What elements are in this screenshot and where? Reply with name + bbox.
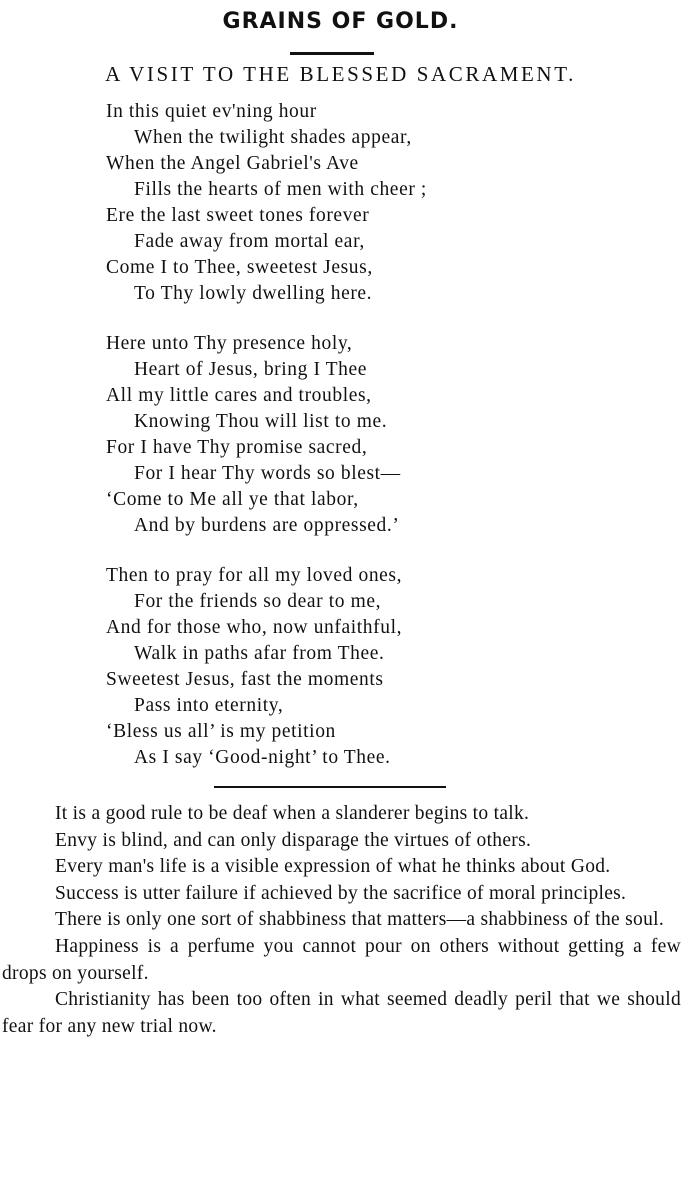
poem-line: ‘Come to Me all ye that labor, xyxy=(106,489,359,510)
poem-line: Then to pray for all my loved ones, xyxy=(106,565,403,586)
saying-paragraph: It is a good rule to be deaf when a slanderer begins to talk. xyxy=(55,803,530,824)
heading-divider xyxy=(290,52,374,55)
poem-stanza xyxy=(106,563,626,771)
poem-line: In this quiet ev'ning hour xyxy=(106,101,317,122)
poem-line: Come I to Thee, sweetest Jesus, xyxy=(106,257,373,278)
poem-stanza xyxy=(106,331,626,539)
poem-line: As I say ‘Good-night’ to Thee. xyxy=(134,747,391,768)
poem-title: A VISIT TO THE BLESSED SACRAMENT. xyxy=(105,62,576,86)
section-divider xyxy=(214,786,446,788)
poem-line: Here unto Thy presence holy, xyxy=(106,333,353,354)
saying-paragraph: Envy is blind, and can only disparage the virtues of others. xyxy=(55,829,532,851)
poem-line: When the twilight shades appear, xyxy=(134,127,412,148)
poem-line: Knowing Thou will list to me. xyxy=(134,411,388,432)
poem-line: And by burdens are oppressed.’ xyxy=(134,515,400,536)
column-heading: GRAINS OF GOLD. xyxy=(222,9,459,34)
sayings-list xyxy=(2,801,681,1040)
saying-paragraph: Every man's life is a visible expression of what he thinks about God. xyxy=(55,856,611,878)
saying-paragraph: Christianity has been too often in what seemed deadly peril that we should fear for any new trial now. xyxy=(2,989,681,1037)
poem-line: Sweetest Jesus, fast the moments xyxy=(106,669,384,690)
saying-paragraph: There is only one sort of shabbiness that matters—a shabbiness of the soul. xyxy=(55,909,665,931)
poem-line: When the Angel Gabriel's Ave xyxy=(106,153,359,174)
poem-line: Fills the hearts of men with cheer ; xyxy=(134,179,427,200)
poem-line: Ere the last sweet tones forever xyxy=(106,205,370,226)
poem-line: Fade away from mortal ear, xyxy=(134,231,365,252)
saying-paragraph: Happiness is a perfume you cannot pour on others without getting a few drops on yourself. xyxy=(2,935,681,984)
poem-line: ‘Bless us all’ is my petition xyxy=(106,721,336,742)
saying-paragraph: Success is utter failure if achieved by the sacrifice of moral principles. xyxy=(55,882,627,904)
poem-line: Pass into eternity, xyxy=(134,695,284,716)
poem-line: To Thy lowly dwelling here. xyxy=(134,283,373,304)
poem-line: For I hear Thy words so blest— xyxy=(134,463,401,484)
poem-line: For I have Thy promise sacred, xyxy=(106,437,368,458)
poem-line: For the friends so dear to me, xyxy=(134,591,382,612)
poem-line: All my little cares and troubles, xyxy=(106,385,372,406)
poem-line: And for those who, now unfaithful, xyxy=(106,617,403,638)
poem-line: Heart of Jesus, bring I Thee xyxy=(134,359,368,380)
poem xyxy=(106,99,626,795)
poem-line: Walk in paths afar from Thee. xyxy=(134,643,385,664)
poem-stanza xyxy=(106,99,626,307)
